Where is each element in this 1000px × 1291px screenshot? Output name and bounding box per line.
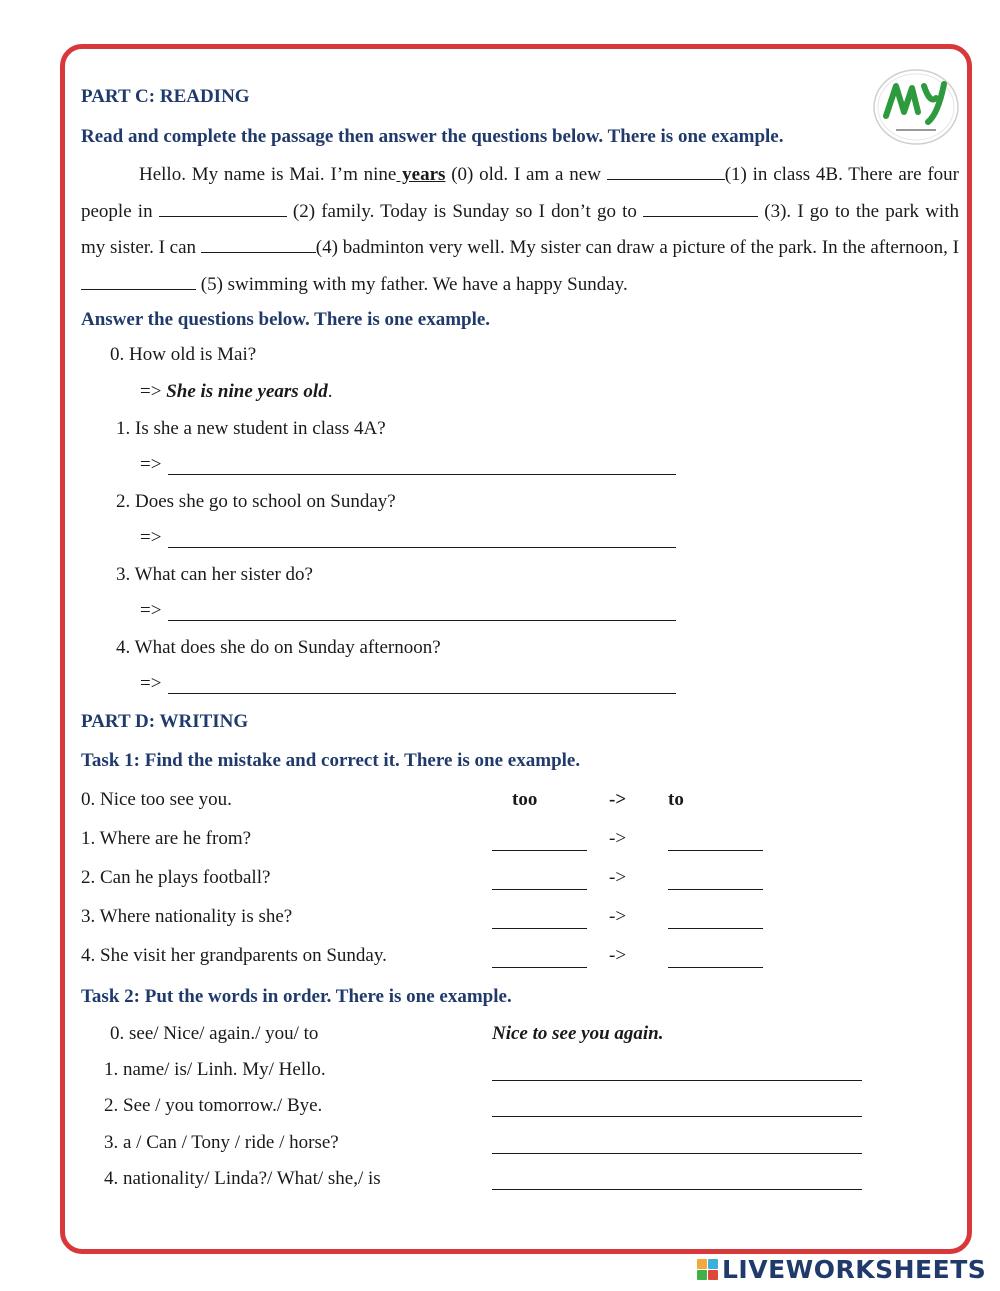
blank-4[interactable] — [201, 236, 316, 253]
answer-instruction: Answer the questions below. There is one example. — [81, 309, 491, 330]
correction-blank-2[interactable] — [668, 889, 763, 890]
task-2-title: Task 2: Put the words in order. There is one example. — [81, 986, 512, 1007]
task1-example-arrow: -> — [609, 789, 627, 810]
correction-blank-3[interactable] — [668, 928, 763, 929]
answer-prefix: => — [140, 454, 162, 475]
task2-item-4: 4. nationality/ Linda?/ What/ she,/ is — [104, 1168, 381, 1189]
order-answer-line-4[interactable] — [492, 1189, 862, 1190]
mistake-blank-1[interactable] — [492, 850, 587, 851]
grid-cell — [697, 1270, 707, 1280]
task1-item-4: 4. She visit her grandparents on Sunday. — [81, 945, 387, 966]
task1-example-sentence: 0. Nice too see you. — [81, 789, 232, 810]
part-c-title: PART C: READING — [81, 86, 250, 107]
task2-example-answer: Nice to see you again. — [492, 1023, 664, 1044]
question-1: 1. Is she a new student in class 4A? — [116, 418, 386, 439]
part-d-title: PART D: WRITING — [81, 711, 249, 732]
passage-text: (0) old. I am a new — [445, 164, 607, 185]
order-answer-line-3[interactable] — [492, 1153, 862, 1154]
blank-5[interactable] — [81, 273, 196, 290]
answer-prefix: => — [140, 673, 162, 694]
correction-blank-1[interactable] — [668, 850, 763, 851]
blank-2[interactable] — [159, 200, 287, 217]
example-answer: She is nine years old — [166, 381, 328, 402]
correction-blank-4[interactable] — [668, 967, 763, 968]
passage-text: (5) swimming with my father. We have a happy Sunday. — [196, 273, 628, 295]
grid-cell — [708, 1270, 718, 1280]
grid-cell — [708, 1259, 718, 1269]
example-answer-line — [140, 381, 332, 403]
task2-item-2: 2. See / you tomorrow./ Bye. — [104, 1095, 323, 1116]
question-2: 2. Does she go to school on Sunday? — [116, 491, 396, 512]
mistake-blank-3[interactable] — [492, 928, 587, 929]
answer-prefix: => — [140, 527, 162, 548]
task1-item-1: 1. Where are he from? — [81, 828, 252, 849]
passage-text: Hello. My name is Mai. I’m nine — [139, 164, 397, 185]
arrow: -> — [609, 906, 627, 927]
mistake-blank-2[interactable] — [492, 889, 587, 890]
reading-passage — [81, 157, 959, 303]
order-answer-line-1[interactable] — [492, 1080, 862, 1081]
task2-item-1: 1. name/ is/ Linh. My/ Hello. — [104, 1059, 326, 1080]
brand-text: LIVEWORKSHEETS — [722, 1255, 987, 1284]
brand-grid-icon — [697, 1259, 718, 1280]
task2-example-words: 0. see/ Nice/ again./ you/ to — [110, 1023, 319, 1044]
answer-line-4[interactable] — [168, 693, 676, 694]
task1-example-wrong: too — [512, 789, 538, 810]
example-word: years — [396, 164, 446, 185]
answer-prefix: => — [140, 600, 162, 621]
task2-item-3: 3. a / Can / Tony / ride / horse? — [104, 1132, 339, 1153]
arrow: -> — [609, 867, 627, 888]
liveworksheets-brand — [697, 1255, 986, 1284]
question-3: 3. What can her sister do? — [116, 564, 313, 585]
school-logo — [872, 68, 960, 146]
answer-line-1[interactable] — [168, 474, 676, 475]
blank-1[interactable] — [607, 163, 725, 180]
blank-3[interactable] — [643, 200, 758, 217]
order-answer-line-2[interactable] — [492, 1116, 862, 1117]
answer-line-2[interactable] — [168, 547, 676, 548]
task1-item-2: 2. Can he plays football? — [81, 867, 271, 888]
period: . — [327, 381, 333, 402]
passage-text: (3). I go to the park with my sister. I can — [81, 200, 959, 258]
passage-text: (4) badminton very well. My sister can draw a picture of the park. In the afternoon, I — [315, 237, 959, 258]
task-1-title: Task 1: Find the mistake and correct it. There is one example. — [81, 750, 581, 771]
task1-example-right: to — [668, 789, 684, 810]
task1-item-3: 3. Where nationality is she? — [81, 906, 293, 927]
arrow: => — [140, 381, 167, 402]
arrow: -> — [609, 828, 627, 849]
passage-text: (2) family. Today is Sunday so I don’t go to — [286, 200, 644, 222]
example-question: 0. How old is Mai? — [110, 344, 257, 365]
passage-text: (1) in class 4B. There are four people in — [81, 164, 960, 222]
question-4: 4. What does she do on Sunday afternoon? — [116, 637, 441, 658]
mistake-blank-4[interactable] — [492, 967, 587, 968]
answer-line-3[interactable] — [168, 620, 676, 621]
part-c-instruction: Read and complete the passage then answer the questions below. There is one example. — [81, 126, 784, 147]
arrow: -> — [609, 945, 627, 966]
grid-cell — [697, 1259, 707, 1269]
